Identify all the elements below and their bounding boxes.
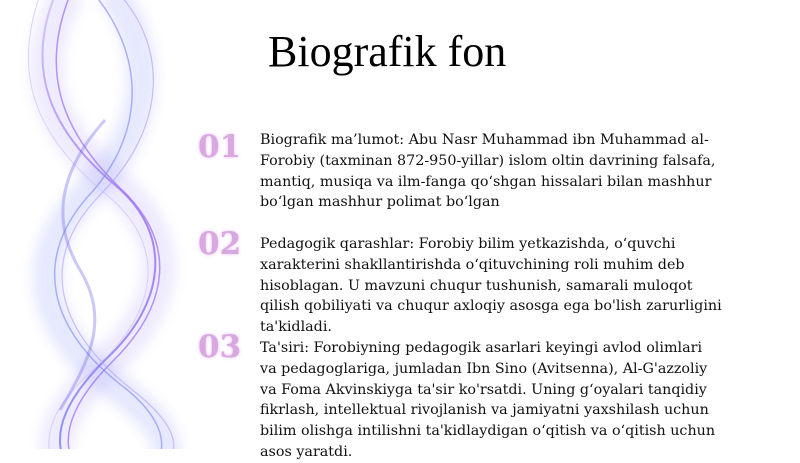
item-text: Ta'siri: Forobiyning pedagogik asarlari keyingi avlod olimlari va pedagoglariga, jumladan Ibn Sino (Avitsenna), Al-G'azzoliy va Foma Akvinskiyga ta'sir ko'rsatdi. Uning g‘oyalari tanqidiy fikrlash, intellektual rivojlanish va jamiyatni yaxshilash uchun bilim olishga intilishni ta'kidlaydigan o‘qitish va o‘qitish uchun asos yaratdi. [260,340,716,460]
item-number: 03 [198,329,242,365]
purple-ribbon-decoration [0,0,230,449]
item-text: Biografik ma’lumot: Abu Nasr Muhammad ibn Muhammad al-Forobiy (taxminan 872-950-yillar) islom oltin davrining falsafa, mantiq, musiqa va ilm-fanga qo‘shgan hissalari bilan mashhur bo‘lgan mashhur polimat bo‘lgan [260,132,716,211]
slide-title: Biografik fon [268,27,507,76]
item-number: 02 [198,226,242,262]
item-text: Pedagogik qarashlar: Forobiy bilim yetkazishda, o‘quvchi xarakterini shakllantirishda o‘qituvchining roli muhim deb hisoblagan. U mavzuni chuqur tushunish, samarali muloqot qilish qobiliyati va chuqur axloqiy asosga ega bo'lish zarurligini ta'kidladi. [260,236,722,336]
item-number: 01 [198,129,242,165]
